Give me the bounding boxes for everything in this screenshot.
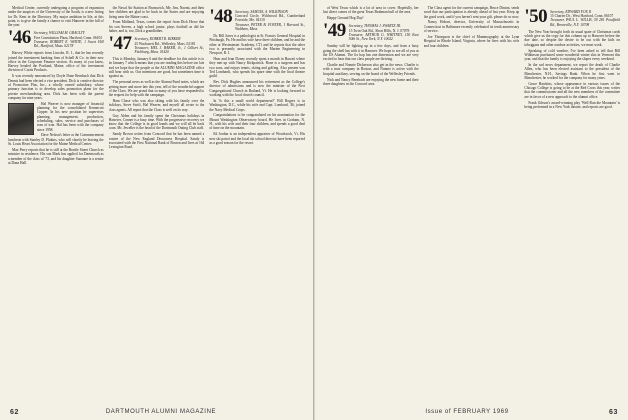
class-officers: Secretary, WILLIAM M. GRAULTY Five Constitution Plaza, Hartford, Conn. 06103 Treasurer, ROBERT E. WHITE, 1 Sweet Hill Rd., Hartford, Mass. 02178 bbox=[33, 31, 104, 49]
right-page-columns bbox=[323, 6, 620, 404]
right-page bbox=[314, 0, 628, 420]
left-footer bbox=[10, 409, 303, 416]
left-column-1 bbox=[8, 6, 104, 404]
news-paragraph: The personal news as well as the Alumni Fund notes, which are getting more and more late this year, tell of the wonderful support of the Class. We are proud that so many of you have responded to the request for help with the campaign. bbox=[108, 80, 205, 98]
page-number: 63 bbox=[608, 409, 618, 416]
news-paragraph: The New Year brought forth its usual spate of Christmas cards which give us the copy for this column up to Hanover before the due date, so despite the desire to be out with the kids on toboggans and other outdoor activities, we must work. bbox=[524, 29, 621, 47]
news-paragraph: Frank Gibson's award-winning play 'Well Run the Mountain' is being performed in a New York theatre, and reports are good. bbox=[524, 100, 621, 109]
class-officers: Secretary, SAMUEL A. WILKINSON Concord Circle, Wildwood Rd., Cumberland Foreside, Me. 04110 Treasurer, PETER B. FOSTER, 1 Harvard St., Waltham, Mass. bbox=[235, 10, 306, 31]
class-header-50 bbox=[524, 8, 620, 27]
news-paragraph: Dr. Bill Jones is a pathologist at St. Francis General Hospital in Pittsburgh, Pa. He and his wife have three children, and he and the other at Westminster Academy, CT) and he reports that the other two is presently associated with the Marine Engineering in Newport, R. I. bbox=[209, 34, 306, 56]
news-paragraph: Rev. Dick Hughes announced his retirement as the College's director of admissions and is now the minister of the First Congregational Church in Rutland, Vt. He is looking forward to working with the local church council. bbox=[209, 80, 306, 98]
magazine-title: DARTMOUTH ALUMNI MAGAZINE bbox=[105, 409, 217, 415]
news-paragraph: Harvey White reports from Lincoln, R. I., that he has recently joined the investment banking firm of Schell & Co. in their new office in the Corporate Finance section. As many of you know, Harvey headed the Portland, Maine, office of the investment division of Curtis Products. bbox=[8, 51, 104, 73]
class-header-46 bbox=[8, 29, 104, 48]
class-officers: Secretary, THOMAS J. SWARTZ JR. 15 Twin Oak Rd., Short Hills, N. J. 07078 Treasurer, ARTHUR G. WHITNEY, 150 East 50th St., New York, N.Y. 10022 bbox=[348, 24, 419, 42]
news-paragraph: Grace Hawkins, whose appearance in various issues of the Chicago College is going to be at the Red Cross this year, writes that the commissioner and all the new members of the committee are in favor of a new approach to the alumni office. bbox=[524, 81, 621, 99]
news-paragraph: Nick and Nancy Bernbach are enjoying the new home and their three daughters in the Concord area. bbox=[323, 77, 419, 86]
class-officers: Secretary, ROBERT R. KIRKER 25 Wachusett Rd., Wellesley, Mass. 02181 Treasurer, MEL J. BAKER, Jr., 1 Gilbert St., Fitchburg, Mass. 01420 bbox=[134, 37, 205, 54]
class-officers: Secretary, EDWARD FOX II 15 Charter Dr., West Hartford, Conn. 06107 Treasurer, PAUL L. WILLIS, 59 281 Pondfield Rd., Bronxville, N.Y. 10708 bbox=[550, 10, 621, 27]
class-year: '50 bbox=[524, 6, 548, 27]
class-header-48 bbox=[209, 8, 305, 31]
news-paragraph: Ed Jordan is an independent appraiser of Woodstock, Vt. His new ski patrol and the local ski school director have been reported as a good season for the resort. bbox=[209, 132, 306, 145]
class-header-49 bbox=[323, 22, 419, 41]
news-paragraph: In 'Is this a small world department?' Bill Rogers is in Washington, D.C., while his wife and Capt. Lombard, '46, joined the Navy Medical Corps. bbox=[209, 98, 306, 112]
news-paragraph: Happy Ground Hog Day! bbox=[327, 16, 364, 21]
news-paragraph: Nancy Hobart, director, University of Massachusetts in Connecticut in Baltimore recently celebrated its tenth anniversary of service. bbox=[423, 20, 520, 34]
binding-gutter bbox=[313, 0, 315, 420]
left-page-columns bbox=[8, 6, 305, 404]
class-header-47 bbox=[109, 35, 205, 54]
class-year: '46 bbox=[8, 27, 31, 49]
news-paragraph: Sandy Brown writes from Concord that he has been named a trustee of the New England Deaconess Hospital. Sandy is associated with the First National Bank of Boston and lives at 164 Lexington Road. bbox=[108, 132, 205, 150]
news-paragraph: Ham Chase who was also skiing with his family over the holidays, Steve Swift, Hal Weaver, and myself all wrote to the class agents. All report that the Class is well on its way. bbox=[108, 99, 205, 112]
right-column-3 bbox=[524, 6, 620, 404]
news-paragraph: of West Texas which is a lot of area to cover. Hopefully, her last direct comes of the great Texas Brahman bull of the area. bbox=[323, 6, 419, 15]
news-paragraph: Hear and Jean Doney recently spent a month in Hawaii where they met up with Nancy Kirkpatrick. Bone is a surgeon and has two sons, and enjoys tennis, skiing and golfing. Also present was Ted Lombardi, who spends his spare time with the local theatre guild. bbox=[209, 57, 306, 79]
class-year: '49 bbox=[323, 20, 346, 42]
right-column-1 bbox=[323, 6, 419, 404]
news-paragraph: Congratulations to be congratulated on his nomination for the Mount Washington Observatory board. He lives in Gorham, N. H., with his wife and their four children, and spends a good deal of time on the mountain. bbox=[209, 113, 306, 131]
class-year: '47 bbox=[108, 33, 132, 55]
news-paragraph: Dave Nelson's letter at the Commencement luncheon with Stanley D. Plokins, who will shortly be leaving the St. Louis Heart Association for the Maine Medical Center. bbox=[8, 133, 104, 147]
page-number: 62 bbox=[10, 409, 19, 416]
news-paragraph: Guy Alden and his family spent the Christmas holidays in Hanover, Conner is a busy time. With the progressive recovery we know that the College is in good hands and we will all be back soon. Mr. Jeweller is the head of the Dartmouth Outing Club staff. bbox=[108, 113, 205, 131]
news-paragraph: In the sad news department, we report the death of Charlie Allen, who has been elected assistant to the president of the Manchester, N.H., Savings Bank. When he first went to Manchester, he worked for the company for many years. bbox=[524, 63, 621, 80]
news-paragraph: This is Monday, January 6 and the deadline for this article is to be January 7 which means that you are reading this before too late and we hope that the people at the ALUMNI MAGAZINE office will bear with us. Our intentions are good, but sometimes time is against us. bbox=[108, 57, 205, 79]
news-paragraph: It was recently announced by Doyle Dane Bernbach that Dick Dennis had been elected a vice president. Dick is creative director of Promotion Plus, Inc., a wholly owned subsidiary, whose primary function is to develop sales promotion plans for the private merchandising area. Dick has been with the parent company for nine years. bbox=[8, 74, 104, 100]
news-paragraph: Max Perry reports that he is still at the Brattle Street Church as minister in residence. His son Mark has applied for Dartmouth as a member of the class of '73, and his daughter Suzanne is a senior at Dana Hall. bbox=[8, 147, 104, 165]
news-paragraph: Charlie and Nonnie Dickerson also get in the news. Charlie is with a trust company in Boston, and Nonnie is active with the hospital auxiliary, serving on the board of the Wellesley Friends. bbox=[323, 63, 419, 76]
news-paragraph: Sunday will be lighting up in a few days, and from a busy going the shell has with it in Hanover. We hope to see all of you at the US Alumni. The fix hop has one dimension and we are very excited to hear that our class people are thriving. bbox=[323, 44, 419, 62]
news-paragraph: the Naval Air Station at Brunswick, Me. Jim, Naomi, and their five children are glad to be back in the States and are enjoying living near the Maine coast. bbox=[108, 6, 205, 19]
news-paragraph: The Class agent for the current campaign, Bruce Dinton, sends word that our participation is already ahead of last year. Keep up the good work, and if you haven't sent your gift, please do so now. bbox=[423, 6, 520, 19]
issue-date: Issue of FEBRUARY 1969 bbox=[425, 409, 509, 415]
left-column-2 bbox=[109, 6, 205, 404]
class-year: '48 bbox=[209, 6, 233, 27]
news-paragraph: Hal Weaver is now manager of financial planning for the consolidated Kennecott Copper. In his new position he supervises planning, management, production, scheduling, sales, service and purchases of tons of iron. Hal has been with the company since 1958. bbox=[37, 101, 104, 132]
left-column-3 bbox=[209, 6, 305, 404]
news-paragraph: From Midland, Texas, comes the report from Dick Howe that his son Steven, a high school junior, plays football as did his father, and is, too, Dick a grandfather. bbox=[108, 20, 205, 34]
portrait-photo bbox=[8, 103, 34, 135]
right-column-2 bbox=[424, 6, 520, 404]
right-footer bbox=[325, 409, 618, 416]
news-paragraph: Joe Thompson is the chief of Mammography at the Lynn Hospital in Rhode Island, Virginia, where he lives with his wife and four children. bbox=[423, 34, 520, 48]
news-paragraph: Speaking of cold weather, I've been asked to tell that Bill Wilkinson purchased some wonderful winter skis in Vermont this year, and that the family is enjoying the slopes every weekend. bbox=[524, 48, 621, 62]
intro-paragraph: Medical Center, currently undergoing a program of expansion under the auspices of the University of the South, is a new listing for Dr. Kent in the Directory. My major ambition in life, at this point, is to give the family a chance to visit Hanover in the fall of the year. bbox=[8, 6, 104, 28]
